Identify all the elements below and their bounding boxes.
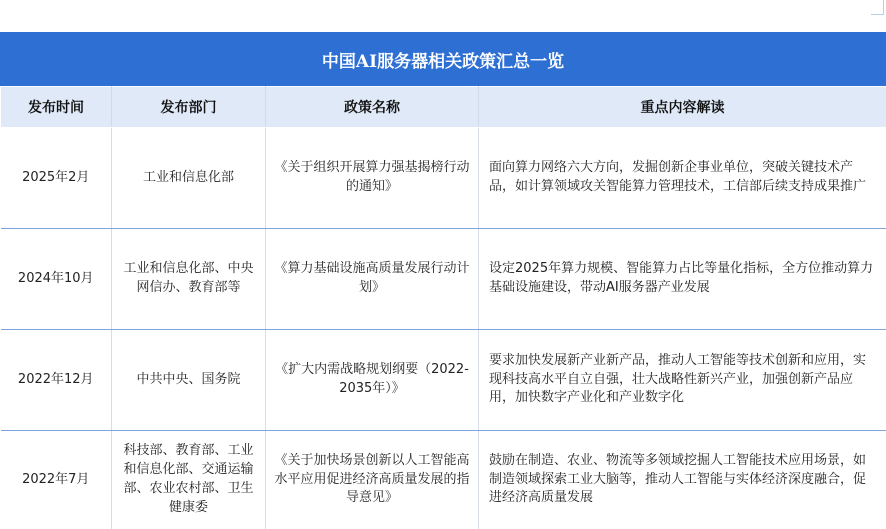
cell-key-content: 鼓励在制造、农业、物流等多领域挖掘人工智能技术应用场景，如制造领域探索工业大脑等，推动人工智能与实体经济深度融合，促进经济高质量发展 <box>479 431 886 529</box>
table-row <box>1 128 886 229</box>
header-date: 发布时间 <box>1 87 112 128</box>
policy-table <box>0 86 886 529</box>
cell-date: 2022年12月 <box>1 330 112 431</box>
table-row <box>1 229 886 330</box>
table-title <box>0 32 886 86</box>
cell-department: 科技部、教育部、工业和信息化部、交通运输部、农业农村部、卫生健康委 <box>112 431 266 529</box>
corner-mark <box>871 0 884 15</box>
header-key-content: 重点内容解读 <box>479 87 886 128</box>
cell-key-content: 面向算力网络六大方向，发掘创新企事业单位，突破关键技术产品，如计算领域攻关智能算力管理技术，工信部后续支持成果推广 <box>479 128 886 229</box>
cell-department: 工业和信息化部、中央网信办、教育部等 <box>112 229 266 330</box>
cell-key-content: 要求加快发展新产业新产品，推动人工智能等技术创新和应用，实现科技高水平自立自强，壮大战略性新兴产业，加强创新产品应用，加快数字产业化和产业数字化 <box>479 330 886 431</box>
header-department: 发布部门 <box>112 87 266 128</box>
table-row <box>1 330 886 431</box>
table-row <box>1 431 886 529</box>
table-title-text: 中国AI服务器相关政策汇总一览 <box>321 51 565 72</box>
top-margin <box>0 0 886 32</box>
cell-department: 中共中央、国务院 <box>112 330 266 431</box>
cell-policy-name: 《扩大内需战略规划纲要（2022-2035年）》 <box>266 330 479 431</box>
cell-key-content: 设定2025年算力规模、智能算力占比等量化指标，全方位推动算力基础设施建设，带动AI服务器产业发展 <box>479 229 886 330</box>
cell-policy-name: 《关于加快场景创新以人工智能高水平应用促进经济高质量发展的指导意见》 <box>266 431 479 529</box>
cell-date: 2022年7月 <box>1 431 112 529</box>
cell-date: 2025年2月 <box>1 128 112 229</box>
cell-date: 2024年10月 <box>1 229 112 330</box>
cell-policy-name: 《关于组织开展算力强基揭榜行动的通知》 <box>266 128 479 229</box>
header-policy-name: 政策名称 <box>266 87 479 128</box>
header-row <box>1 87 886 128</box>
cell-department: 工业和信息化部 <box>112 128 266 229</box>
cell-policy-name: 《算力基础设施高质量发展行动计划》 <box>266 229 479 330</box>
